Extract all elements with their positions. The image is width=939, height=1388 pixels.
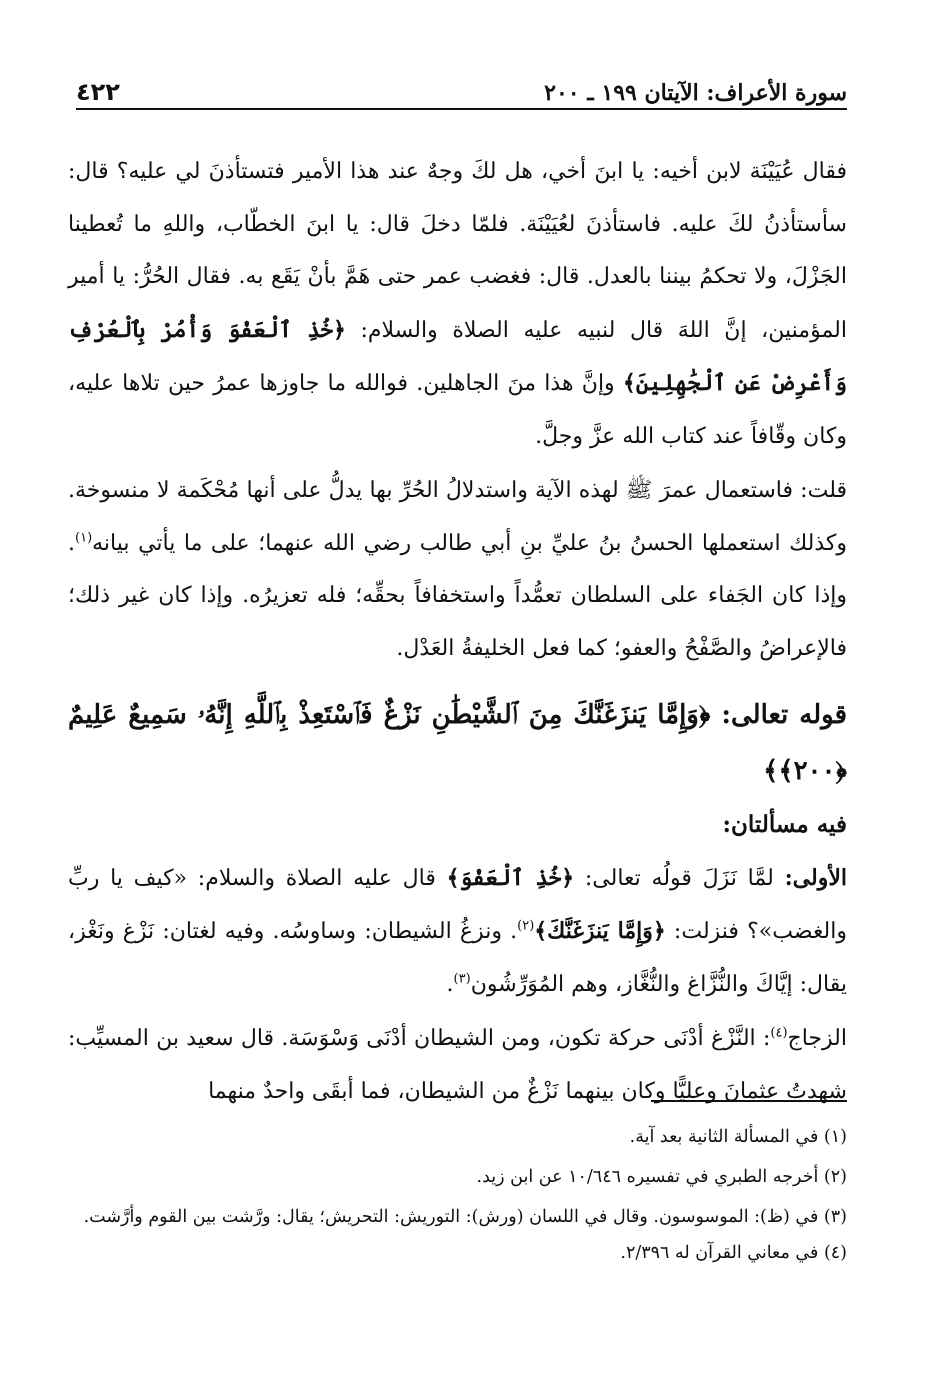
paragraph-1 <box>68 146 847 463</box>
verse-intro: قوله تعالى: <box>710 700 848 730</box>
issue-label: الأولى: <box>784 864 848 891</box>
quran-quote: ﴿خُذِ ٱلْعَفْوَ﴾ <box>446 864 575 891</box>
paragraph-2 <box>68 465 847 675</box>
text-run: . ونزغُ الشيطان: وساوسُه. وفيه لغتان: نَزْغ ونَغْز، يقال: إيَّاكَ والنُّزَّاغ والنُّغَّاز، وهم المُوَرِّشُون <box>68 919 847 997</box>
text-run: . <box>446 971 454 997</box>
footnote-3: (٣) في (ظ): الموسوسون. وقال في اللسان (ورش): التوريش: التحريش؛ يقال: ورَّشت بين القوم وأرَّشت. <box>83 1207 847 1227</box>
page-number: ٤٢٢ <box>76 78 120 106</box>
header-rule <box>76 108 847 110</box>
footnote-ref[interactable]: (٤) <box>770 1025 788 1041</box>
footnotes <box>76 1122 847 1278</box>
text-run: وإنَّ هذا منَ الجاهلين. فوالله ما جاوزها عمرُ حين تلاها عليه، وكان وقّافاً عند كتاب الله عزَّ وجلَّ. <box>68 371 847 449</box>
text-run: الزجاج <box>787 1026 847 1051</box>
quran-quote: ﴿وَإِمَّا يَنزَغَنَّكَ﴾ <box>534 918 666 944</box>
text-run: فقال عُيَيْنَة لابن أخيه: يا ابنَ أخي، هل لكَ وجهٌ عند هذا الأمير فتستأذنَ لي عليه؟ قال: سأستأذنُ لكَ عليه. فاستأذنَ لعُيَيْنَة. فلمّا دخلَ قال: يا ابنَ الخطّاب، واللهِ ما تُعطينا الجَزْلَ، ولا تحكمُ بيننا بالعدل. قال: فغضب عمر حتى هَمَّ بأنْ يَقَع به. فقال الحُرُّ: يا أمير المؤمنين، إنَّ اللهَ قال لنبيه عليه الصلاة والسلام: <box>68 159 847 343</box>
paragraph-4 <box>68 1013 847 1118</box>
verse-heading <box>68 687 847 799</box>
footnote-2: (٢) أخرجه الطبري في تفسيره ١٠/٦٤٦ عن ابن زيد. <box>476 1167 847 1187</box>
footnote-ref[interactable]: (٣) <box>453 971 471 987</box>
running-header <box>76 70 847 106</box>
text-run: لمَّا نَزَلَ قولُه تعالى: <box>574 865 785 891</box>
footnote-ref[interactable]: (٢) <box>517 918 535 934</box>
text-run: : النَّزْغ أدْنَى حركة تكون، ومن الشيطان أدْنَى وَسْوَسَة. قال سعيد بن المسيِّب: شهدتُ عثمانَ وعليًّا وكان بينهما نَزْغٌ من الشيطان، فما أبقَى واحدٌ منهما <box>68 1026 847 1104</box>
footnote-1: (١) في المسألة الثانية بعد آية. <box>629 1127 847 1147</box>
quran-quote: ﴿خُذِ ٱلْعَفْوَ وَأْمُرْ بِٱلْعُرْفِ وَأَعْرِضْ عَنِ ٱلْجَٰهِلِينَ﴾ <box>68 316 847 396</box>
footnote-ref[interactable]: (١) <box>75 530 93 546</box>
text-run: قلت: فاستعمال عمرَ ﷺ لهذه الآية واستدلالُ الحُرِّ بها يدلُّ على أنها مُحْكَمة لا منسوخة. وكذلك استعملها الحسنُ بنُ عليِّ بنِ أبي طالب رضي الله عنهما؛ على ما يأتي بيانه <box>68 478 847 556</box>
footnote-rule <box>651 1100 847 1102</box>
subheading: فيه مسألتان: <box>722 811 847 838</box>
footnote-4: (٤) في معاني القرآن له ٢/٣٩٦. <box>620 1243 847 1263</box>
text-run: . وإذا كان الجَفاء على السلطان تعمُّداً واستخفافاً بحقِّه؛ فله تعزيرُه. وإذا كان غير ذلك؛ فالإعراضُ والصَّفْحُ والعفو؛ كما فعل الخليفةُ العَدْل. <box>68 530 847 661</box>
header-title: سورة الأعراف: الآيتان ١٩٩ ـ ٢٠٠ <box>544 80 847 106</box>
paragraph-3 <box>68 852 847 1012</box>
body-text <box>68 146 847 1118</box>
verse-text: ﴿وَإِمَّا يَنزَغَنَّكَ مِنَ ٱلشَّيْطَٰنِ نَزْغٌ فَٱسْتَعِذْ بِٱللَّهِ إِنَّهُۥ سَمِيعٌ عَلِيمٌ ﴿٢٠٠﴾﴾ <box>68 700 847 786</box>
text-run: قال عليه الصلاة والسلام: «كيف يا ربِّ والغضب»؟ فنزلت: <box>68 865 847 944</box>
